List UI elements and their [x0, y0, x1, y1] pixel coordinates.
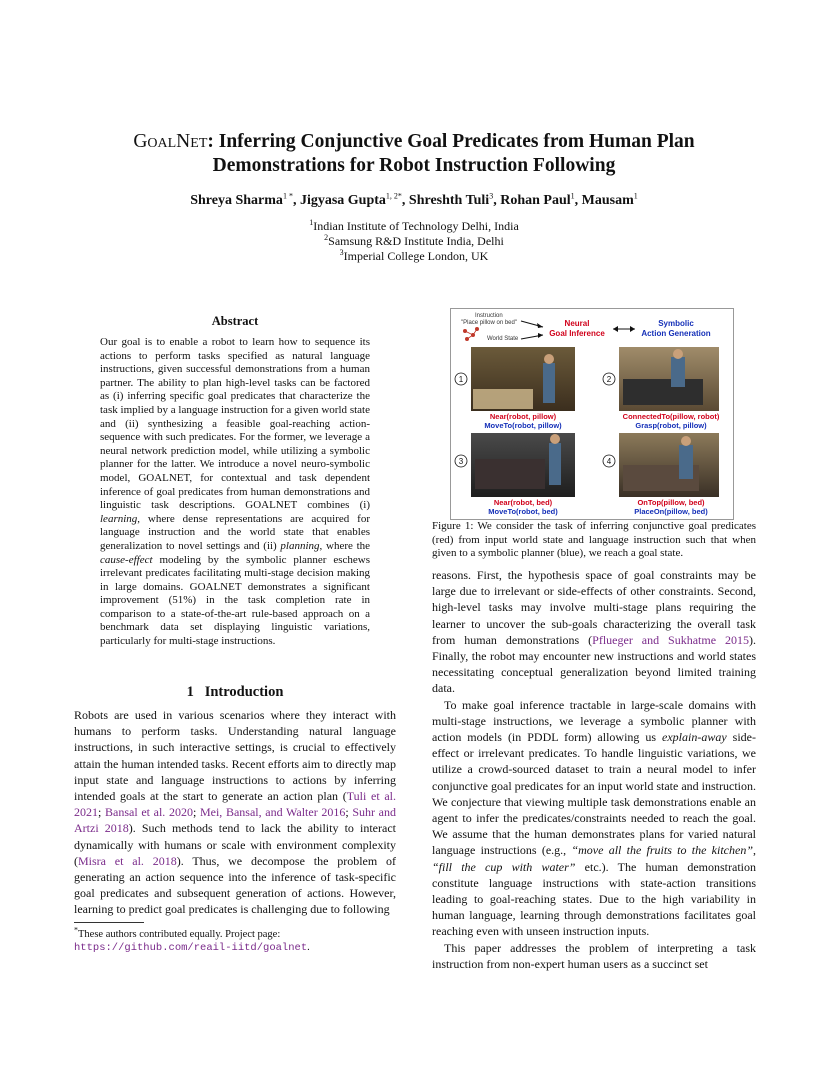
- body-text: ,: [753, 843, 756, 858]
- affiliation-text: Samsung R&D Institute India, Delhi: [328, 234, 504, 248]
- intro-text: ;: [98, 805, 105, 820]
- author-sup: 1, 2*: [385, 191, 402, 201]
- project-page-link[interactable]: https://github.com/reail-iitd/goalnet: [74, 942, 308, 954]
- author-sup: 3: [489, 191, 494, 201]
- bed-shape: [623, 379, 703, 405]
- robot-head: [673, 349, 683, 359]
- title-goalnet: GoalNet: [133, 131, 208, 152]
- symbolic-action-generation-line2: Action Generation: [641, 329, 711, 338]
- paragraph: [432, 940, 756, 972]
- body-text: This paper addresses the problem of interpreting a task instruction from non-expert human users as a succinct set: [432, 940, 756, 971]
- arrowhead-icon: [613, 326, 618, 332]
- robot-figure: [671, 357, 685, 387]
- abstract-emph: cause-effect: [100, 553, 153, 566]
- abstract-body: [100, 336, 370, 649]
- paragraph: [432, 697, 756, 940]
- caption-text: We consider the task of inferring conjunctive goal predicates (red) from input world state and language instruction such that when given to a symbolic planner (blue), we reach a goal state.: [432, 520, 757, 560]
- body-text: reasons. First, the hypothesis space of goal constraints may be large due to irrelevant or side-effects of other constraints. Second, high-level tasks may involve multi-stage plans requiring the learner to uncover the sub-goals characterizing the overall task from human demonstrations (: [432, 568, 756, 647]
- intro-text: ). Thus, we decompose the problem of generating an action sequence into the inference of task-specific goal predicates and subsequent generation of actions. However, learning to predict goal predicates is challenging due to following: [74, 853, 396, 917]
- paragraph: [432, 567, 756, 697]
- footnote-text: .: [307, 942, 310, 953]
- footnote-rule: [74, 922, 144, 923]
- footnote-text: These authors contributed equally. Project page:: [78, 929, 281, 940]
- body-quote: “fill the cup with water”: [432, 859, 576, 874]
- abstract-text: modeling by the symbolic planner eschews irrelevant predicates facilitating multi-stage decision making in large domains. GOALNET demonstrates a significant improvement (51%) in the task completion rate in comparison to a state-of-the-art rule-based approach on a benchmark data set displaying linguistic variations, particularly for multi-stage instructions.: [100, 553, 370, 648]
- body-text: etc.). The human demonstration constitute language instructions with state-action transitions leading to goal-reaching states. Due to the high variability in human language, learning through demonstrations facilitates goal reaching even with unseen instruction inputs.: [432, 859, 756, 939]
- citation-link[interactable]: Mei, Bansal, and Walter 2016: [199, 805, 346, 820]
- affiliation: [60, 249, 768, 264]
- abstract-emph: learning: [100, 512, 138, 525]
- abstract-heading: Abstract: [211, 314, 259, 328]
- panel-number: 2: [606, 375, 612, 384]
- section-number: 1: [186, 684, 194, 700]
- intro-text: Robots are used in various scenarios where they interact with humans to perform tasks. Understanding natural language instructions, in such interactive settings, is crucial to effectively attain the human intended tasks. Recent efforts aim to directly map input state and language instructions to actions by inferring intended goals at the start to generate an action plan (: [74, 708, 396, 804]
- author-sup: 1: [570, 191, 575, 201]
- panel-number: 4: [606, 457, 612, 466]
- author-sup: 1: [633, 191, 638, 201]
- author-name: Rohan Paul: [500, 193, 571, 208]
- neural-goal-inference-line1: Neural: [564, 319, 590, 328]
- figure-panel-3: [455, 433, 575, 516]
- abstract-text: Our goal is to enable a robot to learn how to sequence its actions to perform tasks specified as natural language instructions, given successful demonstrations from a human partner. The ability to plan high-level tasks can be factored as (i) inferring specific goal predicates that characterize the task implied by a language instruction for a given world state and (ii) synthesizing a feasible goal-reaching action-sequence with such predicates. For the former, we leverage a neural network prediction model, while utilizing a symbolic planner for the latter. We introduce a novel neuro-symbolic model, GOALNET, for contextual and task dependent inference of goal predicates from human demonstrations and linguistic task descriptions. GOALNET combines (i): [100, 336, 370, 512]
- title-line2: Demonstrations for Robot Instruction Following: [212, 155, 616, 176]
- section-heading: [74, 684, 396, 701]
- goal-predicate-label: Near(robot, pillow): [489, 412, 557, 421]
- action-label: PlaceOn(pillow, bed): [634, 507, 708, 516]
- body-quote: “move all the fruits to the kitchen”: [571, 843, 753, 858]
- goal-predicate-label: OnTop(pillow, bed): [637, 498, 705, 507]
- arrowhead-icon: [630, 326, 635, 332]
- affiliations: [60, 219, 768, 264]
- figure-panel-1: [455, 347, 575, 430]
- robot-figure: [679, 445, 693, 479]
- intro-text: ). Such methods tend to lack the ability to interact dynamically with humans or scale with environment complexity (: [74, 821, 396, 868]
- action-label: Grasp(robot, pillow): [635, 421, 707, 430]
- figure-panel-2: [603, 347, 720, 430]
- world-state-label: World State: [487, 336, 519, 342]
- author-list: Shreya Sharma$^{1 *}$, Jigyasa Gupta$^{1, 2*}$, Shreshth Tuli$^3$, Rohan Paul$^1$, Mausam$^1$: [190, 191, 638, 208]
- body-text: To make goal inference tractable in large-scale domains with multi-stage instructions, we leverage a symbolic planner with action models (in PDDL form) allowing us: [432, 697, 756, 745]
- body-text: ). Finally, the robot may encounter new instructions and world states necessitating conceptual generalization beyond limited training data.: [432, 632, 756, 696]
- body-text: side-effect or irrelevant predicates. To handle linguistic variations, we utilize a crowd-sourced dataset to train a neural model to infer conjunctive goal predicates for an input world state and instruction. We conjecture that viewing multiple task demonstrations enable an agent to infer the predicates/constraints needed to reach the goal. We assume that the human demonstrates plans for varied natural language instructions (e.g.,: [432, 730, 756, 858]
- intro-text: ;: [192, 805, 200, 820]
- panel-number: 3: [458, 457, 464, 466]
- instruction-label: Instruction: [475, 313, 503, 319]
- robot-head: [681, 436, 691, 446]
- abstract-emph: planning: [280, 539, 320, 552]
- affiliation-sup: 2: [324, 233, 329, 242]
- panel-number: 1: [458, 375, 464, 384]
- goal-predicate-label: Near(robot, bed): [493, 498, 553, 507]
- robot-head: [550, 434, 560, 444]
- world-state-icon: [463, 327, 479, 341]
- abstract-text: , where the: [319, 539, 371, 552]
- affiliation-text: Imperial College London, UK: [343, 249, 489, 263]
- figure-1-illustration: [451, 309, 733, 519]
- citation-link[interactable]: Misra et al. 2018: [78, 853, 177, 868]
- author-name: Shreya Sharma: [190, 193, 283, 208]
- caption-label: Figure 1:: [432, 520, 474, 532]
- title-line1: : Inferring Conjunctive Goal Predicates from Human Plan: [207, 131, 695, 152]
- figure-1: [450, 308, 734, 520]
- citation-link[interactable]: Suhr and Artzi 2018: [74, 805, 397, 836]
- goal-predicate-label: ConnectedTo(pillow, robot): [622, 412, 720, 421]
- right-column-body: [432, 567, 756, 972]
- bed-shape: [475, 459, 545, 489]
- robot-figure: [549, 443, 561, 485]
- figure-header-diagram: [461, 313, 711, 342]
- section-title: Introduction: [204, 684, 284, 700]
- footnote: [74, 925, 396, 955]
- figure-panel-4: [603, 433, 719, 516]
- symbolic-action-generation-line1: Symbolic: [658, 319, 694, 328]
- author-name: Jigyasa Gupta: [299, 193, 386, 208]
- affiliation: [60, 234, 768, 249]
- sofa-shape: [473, 389, 533, 409]
- citation-link[interactable]: Pflueger and Sukhatme 2015: [592, 632, 749, 647]
- robot-head: [544, 354, 554, 364]
- instruction-text: "Place pillow on bed": [461, 320, 517, 326]
- intro-text: ;: [345, 805, 353, 820]
- paper-title: [60, 130, 768, 178]
- citation-link[interactable]: Tuli et al. 2021: [74, 789, 396, 820]
- intro-paragraph: [74, 707, 396, 918]
- citation-link[interactable]: Bansal et al. 2020: [105, 805, 193, 820]
- action-label: MoveTo(robot, bed): [488, 507, 558, 516]
- action-label: MoveTo(robot, pillow): [484, 421, 562, 430]
- footnote-mark: *: [74, 925, 78, 935]
- abstract-text: , where dense representations are acquired for language instruction and the world state that enables generalization to novel settings and (ii): [100, 512, 370, 552]
- figure-caption: [432, 520, 756, 561]
- affiliation-sup: 1: [309, 218, 314, 227]
- author-sup: 1 *: [282, 191, 293, 201]
- affiliation-sup: 3: [339, 248, 344, 257]
- neural-goal-inference-line2: Goal Inference: [549, 329, 605, 338]
- author-name: Shreshth Tuli: [408, 193, 490, 208]
- author-name: Mausam: [581, 193, 634, 208]
- body-emph: explain-away: [662, 730, 727, 745]
- affiliation-text: Indian Institute of Technology Delhi, India: [313, 219, 519, 233]
- robot-figure: [543, 363, 555, 403]
- affiliation: [60, 219, 768, 234]
